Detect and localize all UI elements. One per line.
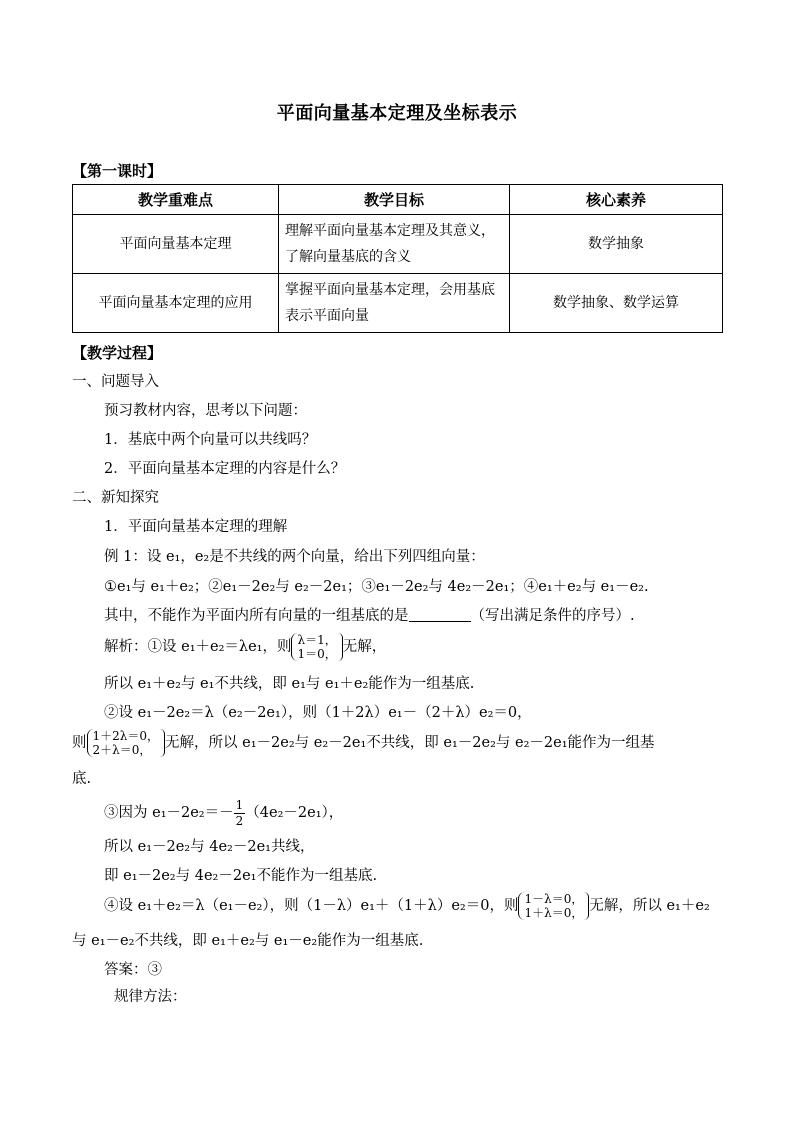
example-1: 例 1：设 e₁，e₂是不共线的两个向量，给出下列四组向量： xyxy=(104,549,485,565)
equation-line: 1＋λ＝0， xyxy=(524,906,584,920)
solution-4 xyxy=(104,890,710,922)
question-suffix: （写出满足条件的序号）. xyxy=(470,608,635,624)
method-label: 规律方法： xyxy=(114,989,187,1005)
part2-heading: 二、新知探究 xyxy=(72,490,159,506)
table-cell: 掌握平面向量基本定理，会用基底表示平面向量 xyxy=(279,274,510,333)
equation-line: 1＝0， xyxy=(297,647,337,661)
document-title: 平面向量基本定理及坐标表示 xyxy=(276,103,518,124)
process-heading: 【教学过程】 xyxy=(72,344,163,362)
table-header: 教学重难点 xyxy=(73,185,279,215)
question-2: 2．平面向量基本定理的内容是什么？ xyxy=(104,461,346,477)
solution-3-line3: 即 e₁－2e₂与 4e₂－2e₁不能作为一组基底. xyxy=(104,868,378,884)
fraction xyxy=(234,798,246,829)
equation-system xyxy=(518,892,589,920)
table-header: 核心素养 xyxy=(510,185,723,215)
table-cell: 数学抽象 xyxy=(510,215,723,274)
question-text: 其中，不能作为平面内所有向量的一组基底的是 xyxy=(104,608,409,624)
equation-line: 1＋2λ＝0， xyxy=(92,729,160,743)
equation-system xyxy=(87,729,166,757)
question-1: 1．基底中两个向量可以共线吗？ xyxy=(104,432,317,448)
solution-1-conclusion: 所以 e₁＋e₂与 e₁不共线，即 e₁与 e₁＋e₂能作为一组基底. xyxy=(104,676,475,692)
numerator: 1 xyxy=(235,797,244,812)
example-options: ①e₁与 e₁＋e₂；②e₁－2e₂与 e₂－2e₁；③e₁－2e₂与 4e₂－2e₁；④e₁＋e₂与 e₁－e₂. xyxy=(104,579,649,595)
table-cell: 理解平面向量基本定理及其意义，了解向量基底的含义 xyxy=(279,215,510,274)
answer-blank xyxy=(409,605,471,622)
table-cell: 数学抽象、数学运算 xyxy=(510,274,723,333)
solution-text: （4e₂－2e₁）， xyxy=(245,805,344,821)
solution-text: 无解，所以 e₁＋e₂ xyxy=(589,898,710,914)
table-header: 教学目标 xyxy=(279,185,510,215)
equation-line: λ＝1， xyxy=(297,633,337,647)
equation-line: 1－λ＝0， xyxy=(524,892,584,906)
answer: 答案：③ xyxy=(104,962,162,978)
solution-2-end: 底. xyxy=(72,771,92,787)
table-row xyxy=(73,215,723,274)
solution-3-line2: 所以 e₁－2e₂与 4e₂－2e₁共线， xyxy=(104,839,315,855)
example-question xyxy=(104,605,635,627)
table-cell: 平面向量基本定理 xyxy=(73,215,279,274)
solution-3 xyxy=(104,796,343,830)
table-header-row xyxy=(73,185,723,215)
solution-text: 解析：①设 e₁＋e₂＝λe₁，则 xyxy=(104,639,292,655)
solution-text: 无解，所以 e₁－2e₂与 e₂－2e₁不共线，即 e₁－2e₂与 e₂－2e₁能作为一组基 xyxy=(165,735,655,751)
equation-line: 2＋λ＝0， xyxy=(92,743,152,757)
denominator: 2 xyxy=(235,813,244,828)
solution-text: 则 xyxy=(72,735,87,751)
table-cell: 平面向量基本定理的应用 xyxy=(73,274,279,333)
solution-2: ②设 e₁－2e₂＝λ（e₂－2e₁），则（1＋2λ）e₁－（2＋λ）e₂＝0， xyxy=(104,705,532,721)
solution-1 xyxy=(104,632,386,662)
goals-table xyxy=(72,184,723,333)
table-row xyxy=(73,274,723,333)
solution-text: 无解， xyxy=(342,639,387,655)
solution-text: ③因为 e₁－2e₂＝－ xyxy=(104,805,234,821)
solution-text: ④设 e₁＋e₂＝λ（e₁－e₂），则（1－λ）e₁＋（1＋λ）e₂＝0，则 xyxy=(104,898,519,914)
solution-4-conclusion: 与 e₁－e₂不共线，即 e₁＋e₂与 e₁－e₂能作为一组基底. xyxy=(72,933,424,949)
part1-heading: 一、问题导入 xyxy=(72,374,159,390)
subsection-1: 1．平面向量基本定理的理解 xyxy=(104,519,288,535)
solution-2-system xyxy=(72,728,655,758)
lesson-heading: 【第一课时】 xyxy=(72,162,163,180)
equation-system xyxy=(291,633,342,661)
part1-intro: 预习教材内容，思考以下问题： xyxy=(104,403,307,419)
